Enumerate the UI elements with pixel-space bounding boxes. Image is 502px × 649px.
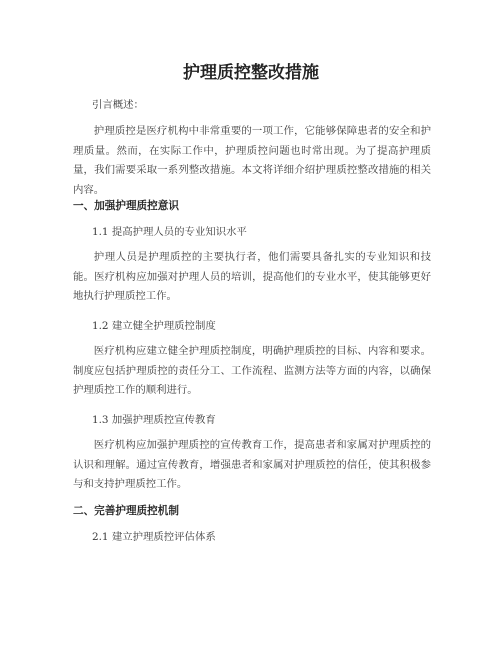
section-heading-1: 一、加强护理质控意识: [73, 200, 179, 212]
intro-label: 引言概述：: [92, 99, 144, 111]
subsection-paragraph-1-3: [73, 436, 431, 495]
subsection-heading-1-1: 1.1 提高护理人员的专业知识水平: [92, 226, 247, 238]
subsection-text-1-2: 医疗机构应建立健全护理质控制度，明确护理质控的目标、内容和要求。制度应包括护理质控的责任分工、工作流程、监测方法等方面的内容，以确保护理质控工作的顺利进行。: [73, 345, 431, 396]
subsection-heading-1-3: 1.3 加强护理质控宣传教育: [92, 414, 216, 426]
intro-paragraph: [73, 122, 431, 200]
document-title: 护理质控整改措施: [183, 63, 319, 83]
intro-text: 护理质控是医疗机构中非常重要的一项工作，它能够保障患者的安全和护理质量。然而，在实际工作中，护理质控问题也时常出现。为了提高护理质量，我们需要采取一系列整改措施。本文将详细介绍护理质控整改措施的相关内容。: [73, 125, 431, 196]
subsection-text-1-3: 医疗机构应加强护理质控的宣传教育工作，提高患者和家属对护理质控的认识和理解。通过宣传教育，增强患者和家属对护理质控的信任，使其积极参与和支持护理质控工作。: [73, 439, 431, 490]
subsection-text-1-1: 护理人员是护理质控的主要执行者，他们需要具备扎实的专业知识和技能。医疗机构应加强对护理人员的培训，提高他们的专业水平，使其能够更好地执行护理质控工作。: [73, 251, 431, 302]
subsection-paragraph-1-2: [73, 342, 431, 401]
section-heading-2: 二、完善护理质控机制: [73, 505, 179, 517]
subsection-heading-1-2: 1.2 建立健全护理质控制度: [92, 320, 216, 332]
subsection-heading-2-1: 2.1 建立护理质控评估体系: [92, 531, 216, 543]
subsection-paragraph-1-1: [73, 248, 431, 307]
